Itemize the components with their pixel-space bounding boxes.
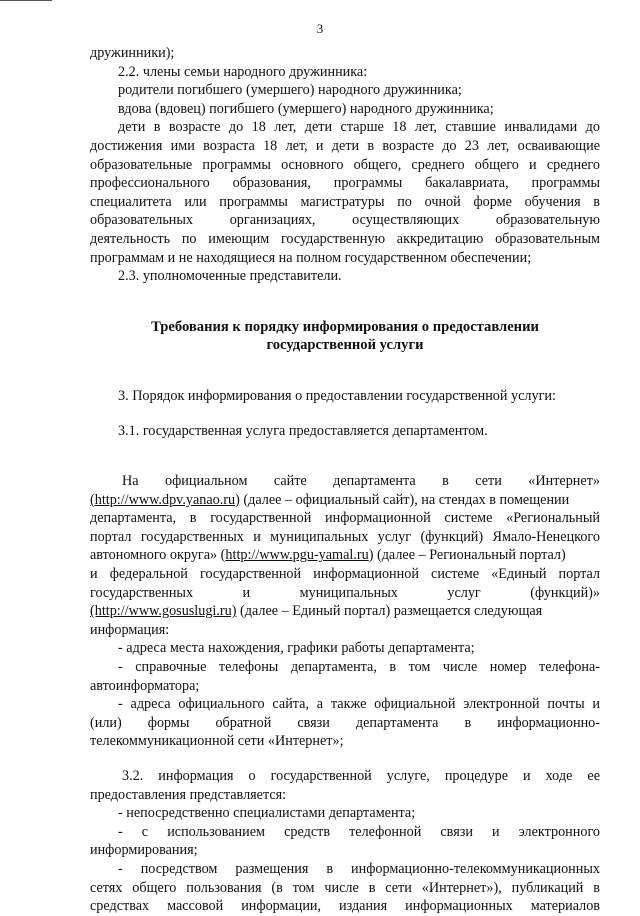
text-line: 2.2. члены семьи народного дружинника: bbox=[118, 63, 368, 80]
section-heading: государственной услуги bbox=[266, 337, 424, 354]
text-span: ) (далее – Региональный портал) bbox=[368, 547, 566, 564]
text-line: дети в возрасте до 18 лет, дети старше 18 лет, ставшие инвалидами до bbox=[118, 119, 600, 136]
text-line: родители погибшего (умершего) народного дружинника; bbox=[118, 82, 462, 99]
top-rule bbox=[0, 0, 52, 1]
text-span: (далее – официальный сайт), на стендах в помещении bbox=[239, 491, 570, 508]
list-item: - адреса места нахождения, графики работы департамента; bbox=[118, 640, 475, 657]
list-item: - посредством размещения в информационно-телекоммуникационных bbox=[118, 860, 600, 877]
text-line: сетях общего пользования (в том числе в сети «Интернет»), публикаций в bbox=[90, 879, 600, 896]
text-line: образовательные программы основного общего, среднего общего и среднего bbox=[90, 156, 600, 173]
text-line: вдова (вдовец) погибшего (умершего) народного дружинника; bbox=[118, 100, 494, 117]
text-line: специалитета или программы магистратуры по очной форме обучения в bbox=[90, 193, 600, 210]
text-line: телекоммуникационной сети «Интернет»; bbox=[90, 733, 344, 750]
text-line: достижения ими возраста 18 лет, и дети в возрасте до 23 лет, осваивающие bbox=[90, 137, 600, 154]
text-line: портал государственных и муниципальных услуг (функций) Ямало-Ненецкого bbox=[90, 528, 600, 545]
section-heading: Требования к порядку информирования о предоставлении bbox=[151, 318, 539, 335]
list-item: - справочные телефоны департамента, в том числе номер телефона- bbox=[118, 659, 600, 676]
text-line: и федеральной государственной информационной системе «Единый портал bbox=[90, 566, 600, 583]
text-line: программам и не находящиеся на полном государственном обеспечении; bbox=[90, 249, 532, 266]
list-item: - непосредственно специалистами департамента; bbox=[118, 805, 416, 822]
text-line: государственных и муниципальных услуг (функций)» bbox=[90, 584, 600, 601]
text-line: средствах массовой информации, издания информационных материалов bbox=[90, 898, 600, 915]
document-body bbox=[90, 44, 600, 916]
text-line: 2.3. уполномоченные представители. bbox=[118, 268, 342, 285]
text-line: информирования; bbox=[90, 842, 198, 859]
text-line: автоинформатора; bbox=[90, 677, 200, 694]
text-line: дружинники); bbox=[90, 45, 175, 61]
text-line: профессионального образования, программы бакалавриата, программы bbox=[90, 175, 600, 192]
text-span: автономного округа» ( bbox=[90, 547, 226, 564]
page-number: 3 bbox=[316, 21, 324, 36]
text-line: (или) формы обратной связи департамента в информационно- bbox=[90, 714, 600, 731]
text-span: (далее – Единый портал) размещается следующая bbox=[236, 603, 543, 620]
list-item: - адреса официального сайта, а также официальной электронной почты и bbox=[118, 696, 600, 713]
text-line: департамента, в государственной информационной системе «Региональный bbox=[90, 510, 600, 527]
text-line: информация: bbox=[90, 621, 170, 638]
text-line: 3.1. государственная услуга предоставляется департаментом. bbox=[118, 422, 488, 439]
list-item: - с использованием средств телефонной связи и электронного bbox=[118, 823, 600, 840]
text-line: предоставления представляется: bbox=[90, 786, 287, 803]
text-line: образовательных организациях, осуществляющих образовательную bbox=[90, 212, 600, 229]
link-gosuslugi[interactable]: (http://www.gosuslugi.ru) bbox=[90, 603, 237, 620]
link-pgu[interactable]: http://www.pgu-yamal.ru bbox=[225, 547, 369, 564]
section-title: 3. Порядок информирования о предоставлении государственной услуги: bbox=[118, 387, 556, 404]
text-line: На официальном сайте департамента в сети «Интернет» bbox=[122, 473, 600, 490]
text-line: деятельность по имеющим государственную аккредитацию образовательным bbox=[90, 230, 600, 247]
text-line: 3.2. информация о государственной услуге, процедуре и ходе ее bbox=[122, 768, 600, 784]
link-dpv[interactable]: (http://www.dpv.yanao.ru) bbox=[90, 491, 240, 508]
